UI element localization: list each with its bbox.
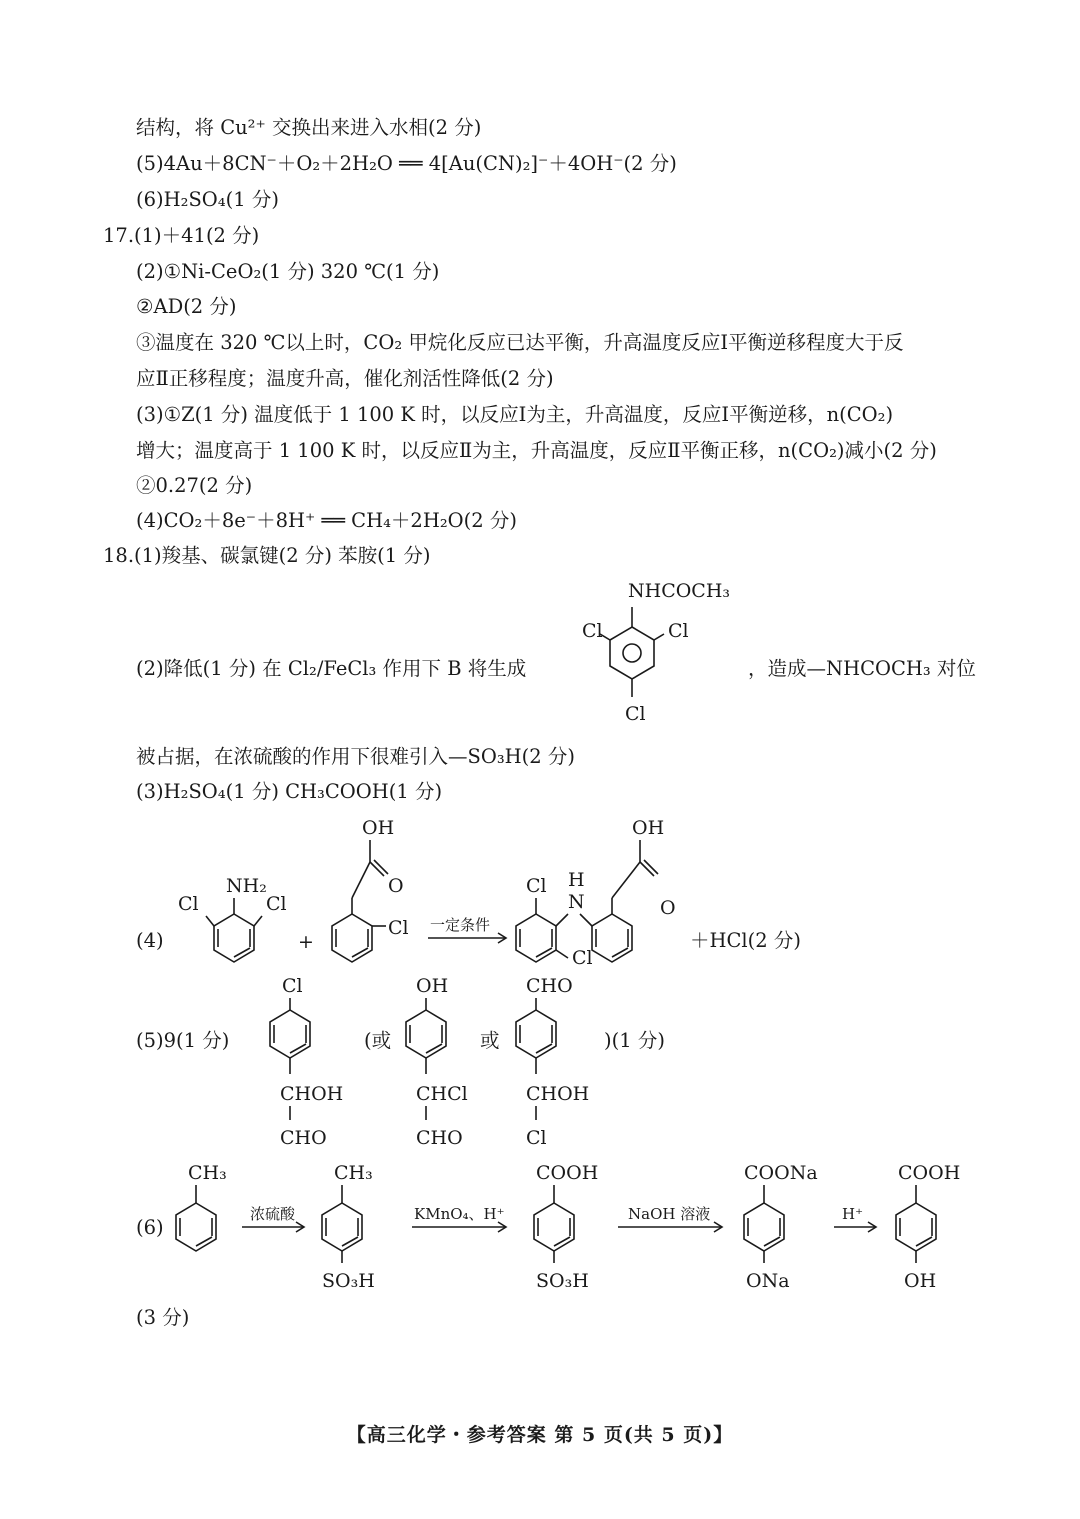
reaction-condition: 一定条件 bbox=[430, 916, 491, 934]
question-18-part-1: 18.(1)羧基、碳氯键(2 分) 苯胺(1 分) bbox=[103, 544, 431, 567]
plus-sign: + bbox=[298, 931, 314, 953]
aldehyde-label: CHO bbox=[416, 1127, 463, 1149]
chlorine-label: Cl bbox=[625, 703, 646, 725]
chlorine-label: Cl bbox=[282, 975, 303, 997]
text-line: 增大；温度高于 1 100 K 时，以反应Ⅱ为主，升高温度，反应Ⅱ平衡正移，n(CO₂)减小(2 分) bbox=[136, 439, 937, 462]
reagent-label: H⁺ bbox=[842, 1205, 863, 1223]
text-line: (3)H₂SO₄(1 分) CH₃COOH(1 分) bbox=[136, 780, 443, 803]
text-line: (3 分) bbox=[136, 1306, 190, 1329]
reagent-label: KMnO₄、H⁺ bbox=[414, 1205, 505, 1223]
chlorine-label: Cl bbox=[178, 893, 199, 915]
nitrogen-label: N bbox=[568, 891, 585, 913]
chlorine-label: Cl bbox=[526, 875, 547, 897]
chlorine-label: Cl bbox=[572, 947, 593, 969]
question-17-part-1: 17.(1)＋41(2 分) bbox=[103, 224, 260, 247]
hydroxyl-label: OH bbox=[362, 817, 395, 839]
chcl-label: CHCl bbox=[416, 1083, 468, 1105]
methyl-label: CH₃ bbox=[334, 1162, 373, 1184]
text-line: (5)4Au＋8CN⁻＋O₂＋2H₂O ══ 4[Au(CN)₂]⁻＋4OH⁻(2 分) bbox=[136, 152, 677, 175]
text-line: (5)9(1 分) bbox=[136, 1029, 230, 1052]
text-line: 或 bbox=[480, 1029, 500, 1052]
trichloro-acetanilide-structure bbox=[570, 575, 750, 735]
text-line: (2)①Ni-CeO₂(1 分) 320 ℃(1 分) bbox=[136, 260, 440, 283]
text-line: ，造成—NHCOCH₃ 对位 bbox=[748, 657, 976, 680]
chohr-label: CHOH bbox=[280, 1083, 344, 1105]
text-line: (4) bbox=[136, 929, 164, 952]
reagent-label: NaOH 溶液 bbox=[628, 1205, 711, 1223]
page-footer: 【高三化学・参考答案 第 5 页(共 5 页)】 bbox=[346, 1424, 734, 1446]
text-line: (2)降低(1 分) 在 Cl₂/FeCl₃ 作用下 B 将生成 bbox=[136, 657, 527, 680]
text-line: (6) bbox=[136, 1216, 164, 1239]
hydroxyl-label: OH bbox=[904, 1270, 937, 1292]
carbonyl-oxygen-label: O bbox=[660, 897, 676, 919]
text-line: 被占据，在浓硫酸的作用下很难引入—SO₃H(2 分) bbox=[136, 745, 575, 768]
text-line: 结构，将 Cu²⁺ 交换出来进入水相(2 分) bbox=[136, 116, 482, 139]
isomer-structures bbox=[260, 968, 620, 1148]
hydroxyl-label: OH bbox=[416, 975, 449, 997]
chlorine-label: Cl bbox=[668, 620, 689, 642]
chlorine-label: Cl bbox=[526, 1127, 547, 1149]
text-line: ②AD(2 分) bbox=[136, 295, 237, 318]
chohr-label: CHOH bbox=[526, 1083, 590, 1105]
aldehyde-label: CHO bbox=[280, 1127, 327, 1149]
sodium-carboxylate-label: COONa bbox=[744, 1162, 818, 1184]
hydrogen-label: H bbox=[568, 869, 585, 891]
reagent-label: 浓硫酸 bbox=[250, 1205, 296, 1223]
carbonyl-oxygen-label: O bbox=[388, 875, 404, 897]
chlorine-label: Cl bbox=[582, 620, 603, 642]
chlorine-label: Cl bbox=[266, 893, 287, 915]
nhcoch3-label: NHCOCH₃ bbox=[628, 580, 731, 602]
text-line: 应Ⅱ正移程度；温度升高，催化剂活性降低(2 分) bbox=[136, 367, 554, 390]
text-line: ③温度在 320 ℃以上时，CO₂ 甲烷化反应已达平衡，升高温度反应Ⅰ平衡逆移程度大于反 bbox=[136, 331, 904, 354]
text-line: ＋HCl(2 分) bbox=[690, 929, 801, 952]
text-line: (3)①Z(1 分) 温度低于 1 100 K 时，以反应Ⅰ为主，升高温度，反应Ⅰ平衡逆移，n(CO₂) bbox=[136, 403, 894, 426]
hydroxyl-label: OH bbox=[632, 817, 665, 839]
carboxyl-label: COOH bbox=[898, 1162, 961, 1184]
carboxyl-label: COOH bbox=[536, 1162, 599, 1184]
chlorine-label: Cl bbox=[388, 917, 409, 939]
text-line: (6)H₂SO₄(1 分) bbox=[136, 188, 279, 211]
sodium-phenoxide-label: ONa bbox=[746, 1270, 790, 1292]
text-line: ②0.27(2 分) bbox=[136, 474, 253, 497]
aldehyde-label: CHO bbox=[526, 975, 573, 997]
nh2-label: NH₂ bbox=[226, 875, 267, 897]
text-line: (或 bbox=[364, 1029, 392, 1052]
synthesis-route bbox=[170, 1155, 990, 1295]
methyl-label: CH₃ bbox=[188, 1162, 227, 1184]
text-line: )(1 分) bbox=[604, 1029, 665, 1052]
sulfonic-acid-label: SO₃H bbox=[322, 1270, 375, 1292]
text-line: (4)CO₂＋8e⁻＋8H⁺ ══ CH₄＋2H₂O(2 分) bbox=[136, 509, 517, 532]
sulfonic-acid-label: SO₃H bbox=[536, 1270, 589, 1292]
